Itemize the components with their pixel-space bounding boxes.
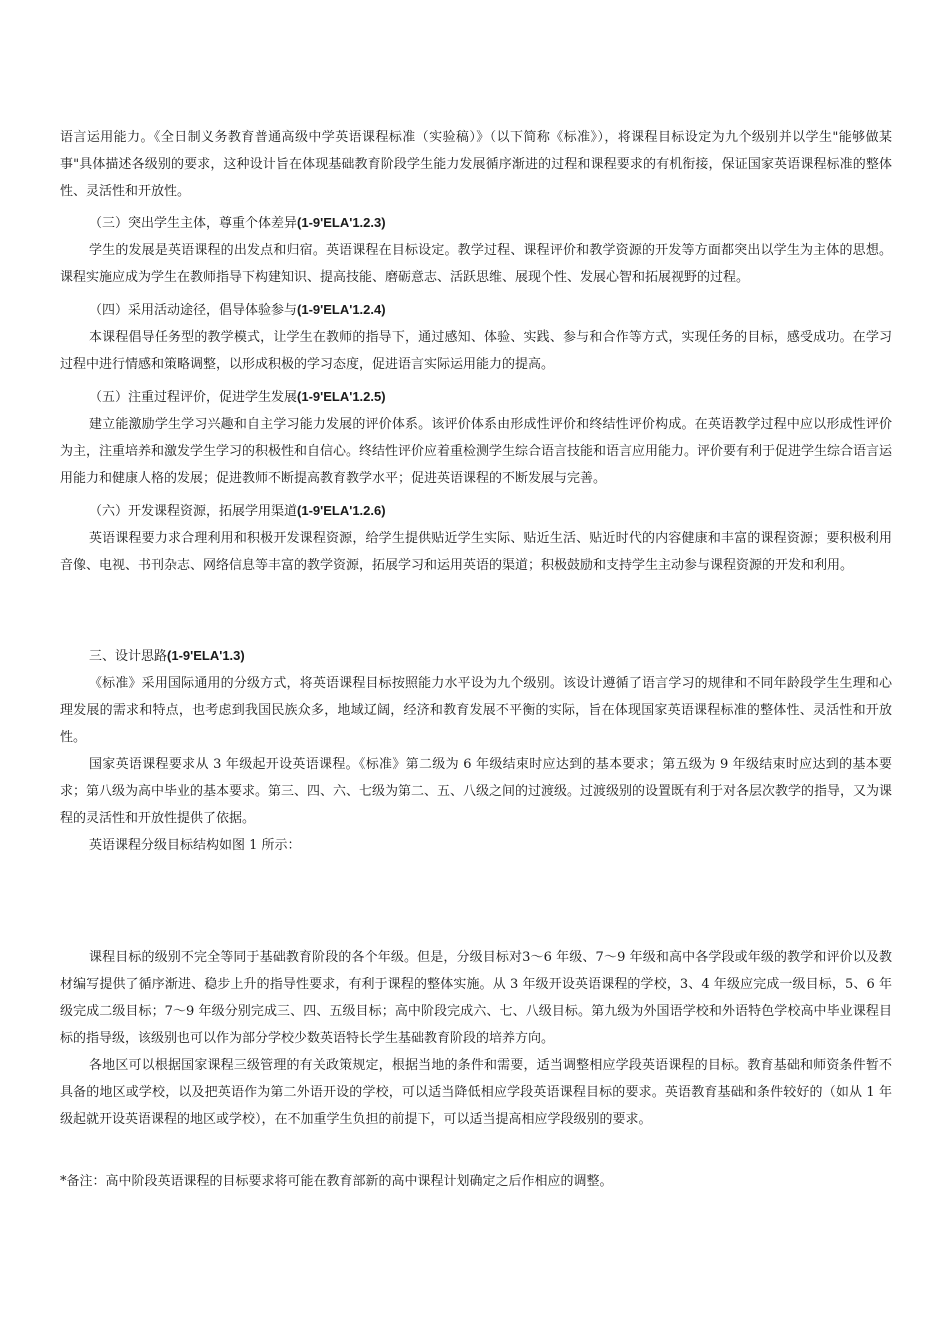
design-code: (1-9'ELA'1.3): [167, 648, 245, 663]
design-para-1: 《标准》采用国际通用的分级方式，将英语课程目标按照能力水平设为九个级别。该设计遵循了语言学习的规律和不同年龄段学生生理和心理发展的需求和特点，也考虑到我国民族众多，地域辽阔，经济和教育发展不平衡的实际，旨在体现国家英语课程标准的整体性、灵活性和开放性。: [60, 676, 892, 745]
levels-para-1: 课程目标的级别不完全等同于基础教育阶段的各个年级。但是，分级目标对3～6 年级、7～9 年级和高中各学段或年级的教学和评价以及教材编写提供了循序渐进、稳步上升的指导性要求，有利于课程的整体实施。从 3 年级开设英语课程的学校，3、4 年级应完成一级目标，5、6 年级完成二级目标；7～9 年级分别完成三、四、五级目标；高中阶段完成六、七、八级目标。第九级为外国语学校和外语特色学校高中毕业课程目标的指导级，该级别也可以作为部分学校少数英语特长学生基础教育阶段的培养方向。: [60, 950, 892, 1046]
section-5: [60, 383, 892, 492]
intro-paragraph: [60, 124, 892, 205]
levels-para-2: 各地区可以根据国家课程三级管理的有关政策规定，根据当地的条件和需要，适当调整相应学段英语课程的目标。教育基础和师资条件暂不具备的地区或学校，以及把英语作为第二外语开设的学校，可以适当降低相应学段英语课程目标的要求。英语教育基础和条件较好的（如从 1 年级起就开设英语课程的地区或学校），在不加重学生负担的前提下，可以适当提高相应学段级别的要求。: [60, 1058, 892, 1127]
design-para-2: 国家英语课程要求从 3 年级起开设英语课程。《标准》第二级为 6 年级结束时应达到的基本要求；第五级为 9 年级结束时应达到的基本要求；第八级为高中毕业的基本要求。第三、四、六、七级为第二、五、八级之间的过渡级。过渡级别的设置既有利于对各层次教学的指导，又为课程的灵活性和开放性提供了依据。: [60, 757, 893, 826]
section-4: [60, 296, 892, 378]
footnote: [60, 1168, 892, 1195]
section-3-body: 学生的发展是英语课程的出发点和归宿。英语课程在目标设定。教学过程、课程评价和教学资源的开发等方面都突出以学生为主体的思想。课程实施应成为学生在教师指导下构建知识、提高技能、磨砺意志、活跃思维、展现个性、发展心智和拓展视野的过程。: [60, 243, 892, 285]
section-5-code: (1-9'ELA'1.2.5): [297, 389, 386, 404]
design-para-3: 英语课程分级目标结构如图 1 所示：: [89, 838, 301, 853]
footnote-text: *备注：高中阶段英语课程的目标要求将可能在教育部新的高中课程计划确定之后作相应的调整。: [60, 1174, 613, 1189]
section-5-heading: （五）注重过程评价，促进学生发展(1-9'ELA'1.2.5): [89, 389, 386, 405]
section-3-heading: （三）突出学生主体，尊重个体差异(1-9'ELA'1.2.3): [89, 215, 386, 231]
section-6-heading: （六）开发课程资源，拓展学用渠道(1-9'ELA'1.2.6): [89, 503, 386, 519]
section-6-body: 英语课程要力求合理利用和积极开发课程资源，给学生提供贴近学生实际、贴近生活、贴近时代的内容健康和丰富的课程资源；要积极利用音像、电视、书刊杂志、网络信息等丰富的教学资源，拓展学习和运用英语的渠道；积极鼓励和支持学生主动参与课程资源的开发和利用。: [60, 531, 892, 573]
section-4-code: (1-9'ELA'1.2.4): [297, 302, 386, 317]
section-3: [60, 209, 892, 291]
section-4-heading: （四）采用活动途径，倡导体验参与(1-9'ELA'1.2.4): [89, 302, 386, 318]
section-4-body: 本课程倡导任务型的教学模式，让学生在教师的指导下，通过感知、体验、实践、参与和合作等方式，实现任务的目标，感受成功。在学习过程中进行情感和策略调整，以形成积极的学习态度，促进语言实际运用能力的提高。: [60, 330, 892, 372]
section-3-code: (1-9'ELA'1.2.3): [297, 215, 386, 230]
intro-text: 语言运用能力。《全日制义务教育普通高级中学英语课程标准（实验稿）》（以下简称《标准》），将课程目标设定为九个级别并以学生"能够做某事"具体描述各级别的要求，这种设计旨在体现基础教育阶段学生能力发展循序渐进的过程和课程要求的有机衔接，保证国家英语课程标准的整体性、灵活性和开放性。: [60, 130, 892, 199]
levels-section: [60, 944, 892, 1133]
section-6: [60, 497, 892, 579]
design-heading: 三、设计思路(1-9'ELA'1.3): [89, 648, 245, 664]
design-section: [60, 642, 892, 859]
section-6-code: (1-9'ELA'1.2.6): [297, 503, 386, 518]
section-5-body: 建立能激励学生学习兴趣和自主学习能力发展的评价体系。该评价体系由形成性评价和终结性评价构成。在英语教学过程中应以形成性评价为主，注重培养和激发学生学习的积极性和自信心。终结性评价应着重检测学生综合语言技能和语言应用能力。评价要有利于促进学生综合语言运用能力和健康人格的发展；促进教师不断提高教育教学水平；促进英语课程的不断发展与完善。: [60, 417, 893, 486]
